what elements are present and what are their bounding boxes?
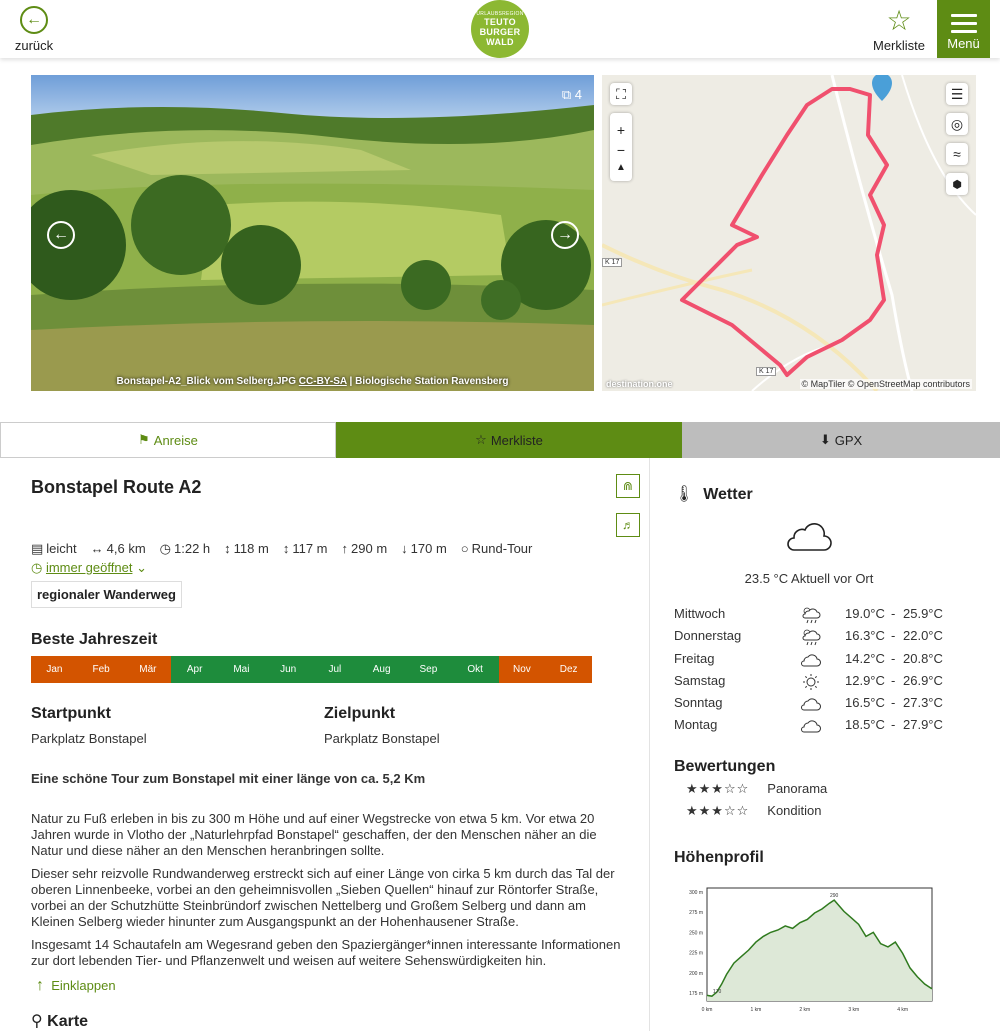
forecast-day: Mittwoch: [674, 606, 726, 621]
max-altitude-stat: ↑ 290 m: [341, 541, 388, 556]
arrow-up-icon: ↑: [341, 541, 349, 556]
forecast-day: Donnerstag: [674, 628, 742, 644]
ascent-stat: ↕ 118 m: [224, 541, 269, 556]
signal-icon: ▤: [31, 541, 44, 556]
speaker-icon: ♬: [622, 518, 634, 532]
cloud-icon: [800, 717, 822, 735]
min-elevation-label: 170: [712, 989, 722, 996]
season-month: Mär: [125, 656, 172, 683]
tour-stats: [31, 541, 532, 557]
x-tick-label: 0 km: [701, 1007, 713, 1013]
collapse-button[interactable]: ↑ Einklappen: [36, 977, 116, 994]
y-tick-label: 300 m: [689, 890, 703, 897]
forecast-max: 22.0°C: [903, 628, 943, 644]
description-paragraph: Natur zu Fuß erleben in bis zu 300 m Höhe und auf einer Wegstrecke von etwa 5 km. Vor etwa 20 Jahren wurde in Vlotho der „Naturlehrpfad Bonstapel“ geschaffen, der den Menschen näher an die Natur und diese näher an den Menschen heranbringen sollte.: [31, 811, 597, 858]
share-button[interactable]: [616, 474, 640, 498]
forecast-max: 27.3°C: [903, 695, 943, 711]
season-month: Dez: [545, 656, 592, 683]
current-temperature: 23.5 °C Aktuell vor Ort: [744, 571, 874, 586]
zoom-out-button[interactable]: −: [616, 141, 626, 158]
photo-gallery[interactable]: [31, 75, 594, 391]
rating-label: Kondition: [767, 803, 822, 818]
weather-forecast: [674, 604, 954, 738]
forecast-max: 27.9°C: [903, 717, 943, 733]
description-paragraph: Dieser sehr reizvolle Rundwanderweg erstreckt sich auf einer Länge von cirka 5 km durch das Tal der oberen Linnenbeeke, vorbei an den geheimnisvollen „Sieben Quellen“ hinauf zur Röntorfer Straße, vorbei an der Schutzhütte Steinbründorf zwischen Nettelberg und Großem Selberg und dann am Kleinen Selberg wieder hinunter zum Ausgangspunkt an der Hohenhausener Straße.: [31, 866, 615, 929]
forecast-row: [674, 693, 954, 715]
column-divider: [649, 458, 650, 1031]
license-link[interactable]: CC-BY-SA: [298, 376, 347, 387]
landscape-photo: [31, 75, 594, 391]
cloud-icon: [800, 695, 822, 713]
forecast-max: 25.9°C: [903, 606, 943, 621]
category-badge: regionaler Wanderweg: [31, 581, 182, 608]
ratings-heading: Bewertungen: [674, 758, 776, 775]
start-value: Parkplatz Bonstapel: [31, 731, 147, 746]
image-count: ⧉ 4: [561, 87, 582, 102]
forecast-separator: -: [891, 672, 896, 688]
forecast-separator: -: [891, 717, 896, 733]
difficulty-stat: ▤ leicht: [31, 541, 77, 556]
end-value: Parkplatz Bonstapel: [324, 731, 440, 746]
forecast-row: [674, 604, 954, 626]
forecast-min: 12.9°C: [845, 672, 885, 688]
chevron-down-icon: ⌄: [136, 560, 147, 575]
map-tiles: [602, 75, 976, 391]
rating-stars: ★★★☆☆: [686, 781, 750, 796]
sun-icon: [800, 673, 822, 691]
teutoburger-wald-logo[interactable]: URLAUBSREGION TEUTO BURGER WALD: [471, 0, 529, 58]
rating-stars: ★★★☆☆: [686, 803, 750, 818]
fullscreen-button[interactable]: ⛶: [610, 83, 632, 105]
map-pin-icon: ⚲: [31, 1013, 43, 1030]
forecast-icon: [800, 651, 822, 672]
action-tabs: [0, 422, 1000, 458]
season-month: Feb: [78, 656, 125, 683]
forecast-row: [674, 671, 954, 693]
season-month: Mai: [218, 656, 265, 683]
season-heading: Beste Jahreszeit: [31, 631, 158, 648]
route-map[interactable]: [602, 75, 976, 391]
forecast-icon: [800, 695, 822, 716]
gallery-icon: ⧉: [561, 87, 572, 102]
forecast-separator: -: [891, 628, 896, 644]
end-heading: Zielpunkt: [324, 705, 396, 722]
map-attribution[interactable]: © MapTiler © OpenStreetMap contributors: [801, 379, 970, 389]
back-button[interactable]: [12, 6, 56, 53]
arrow-left-icon: ←: [20, 6, 48, 34]
forecast-min: 14.2°C: [845, 650, 885, 666]
x-tick-label: 2 km: [799, 1007, 811, 1013]
duration-stat: ◷ 1:22 h: [159, 541, 211, 556]
y-tick-label: 175 m: [689, 990, 703, 997]
road-label: K 17: [756, 367, 776, 376]
tour-type-stat: ○ Rund-Tour: [460, 541, 533, 556]
page-title: Bonstapel Route A2: [31, 477, 202, 497]
forecast-separator: -: [891, 650, 896, 666]
merkliste-label: Merkliste: [872, 38, 925, 53]
share-icon: ⋒: [622, 479, 634, 493]
season-month: Nov: [499, 656, 546, 683]
back-label: zurück: [14, 38, 54, 53]
road-label: K 17: [602, 258, 622, 267]
y-tick-label: 250 m: [689, 930, 703, 937]
y-tick-label: 275 m: [689, 910, 703, 917]
distance-stat: ↔ 4,6 km: [90, 541, 146, 556]
y-tick-label: 200 m: [689, 970, 703, 977]
cloud-icon: [786, 522, 832, 552]
max-elevation-label: 290: [830, 893, 839, 900]
forecast-min: 16.5°C: [845, 695, 885, 711]
photo-caption: Bonstapel-A2_Blick vom Selberg.JPG CC-BY-SA | Biologische Station Ravensberg: [116, 376, 509, 387]
rain-sun-icon: [800, 606, 822, 624]
menu-button[interactable]: [937, 0, 990, 58]
ascent-icon: ↕: [224, 541, 231, 556]
arrow-up-icon: ↑: [36, 977, 44, 994]
gallery-prev-button[interactable]: ←: [47, 221, 75, 249]
start-heading: Startpunkt: [31, 705, 111, 722]
signpost-icon: ⚑: [138, 432, 150, 447]
forecast-day: Samstag: [674, 672, 726, 688]
star-icon: ☆: [886, 5, 912, 36]
merkliste-button[interactable]: [866, 6, 932, 53]
season-bar: [31, 656, 592, 683]
rating-row: [686, 781, 827, 797]
forecast-icon: [800, 606, 822, 627]
x-tick-label: 4 km: [897, 1007, 909, 1013]
forecast-min: 18.5°C: [845, 717, 885, 733]
rating-label: Panorama: [767, 781, 828, 796]
locate-icon[interactable]: ◎: [946, 113, 968, 135]
hamburger-icon: [951, 14, 977, 33]
download-icon: ⬇: [819, 432, 831, 447]
forecast-icon: [800, 628, 822, 649]
cloud-icon: [800, 651, 822, 669]
3d-cube-icon[interactable]: ⬢: [946, 173, 968, 195]
y-tick-label: 225 m: [689, 950, 703, 957]
weather-heading: 🌡 Wetter: [674, 486, 753, 503]
clock-icon: ◷: [31, 560, 43, 575]
season-month: Aug: [358, 656, 405, 683]
tab-anreise[interactable]: ⚑ Anreise: [0, 422, 336, 458]
season-month: Jan: [31, 656, 78, 683]
forecast-max: 26.9°C: [903, 672, 943, 688]
forecast-icon: [800, 673, 822, 694]
season-month: Jul: [312, 656, 359, 683]
rain-sun-icon: [800, 628, 822, 646]
menu-label: Menü: [947, 36, 980, 51]
forecast-row: [674, 715, 954, 737]
rating-row: [686, 803, 822, 819]
season-month: Okt: [452, 656, 499, 683]
gallery-next-button[interactable]: →: [551, 221, 579, 249]
clock-icon: ◷: [159, 541, 172, 556]
elevation-profile-chart: [674, 883, 944, 1023]
descent-stat: ↕ 117 m: [282, 541, 328, 556]
description-paragraph: Insgesamt 14 Schautafeln am Wegesrand geben den Spaziergänger*innen interessante Informationen zur dort lebenden Tier- und Pflanzenwelt und weisen auf weitere Sehenswürdigkeiten hin.: [31, 937, 621, 968]
top-header: [0, 0, 1000, 58]
elevation-heading: Höhenprofil: [674, 849, 764, 866]
arrow-down-icon: ↓: [401, 541, 408, 556]
forecast-min: 19.0°C: [845, 606, 885, 621]
audio-button[interactable]: [616, 513, 640, 537]
forecast-icon: [800, 717, 822, 738]
forecast-day: Montag: [674, 717, 718, 733]
tab-gpx[interactable]: ⬇ GPX: [682, 422, 1000, 458]
compass-button[interactable]: ▲: [616, 161, 626, 173]
zoom-controls: [610, 113, 632, 181]
season-month: Jun: [265, 656, 312, 683]
loop-icon: ○: [460, 541, 469, 556]
forecast-max: 20.8°C: [903, 650, 943, 666]
thermometer-icon: 🌡: [674, 486, 695, 503]
layers-icon[interactable]: ☰: [946, 83, 968, 105]
map-heading: ⚲ Karte: [31, 1013, 89, 1030]
map-brand: destination.one: [606, 379, 673, 389]
forecast-separator: -: [891, 606, 896, 621]
zoom-in-button[interactable]: +: [616, 121, 626, 138]
season-month: Apr: [171, 656, 218, 683]
season-month: Sep: [405, 656, 452, 683]
x-tick-label: 1 km: [750, 1007, 762, 1013]
min-altitude-stat: ↓ 170 m: [401, 541, 447, 556]
tab-merkliste[interactable]: ☆ Merkliste: [336, 422, 682, 458]
forecast-row: [674, 626, 954, 648]
forecast-separator: -: [891, 695, 896, 711]
x-tick-label: 3 km: [848, 1007, 860, 1013]
forecast-row: [674, 649, 954, 671]
forecast-day: Freitag: [674, 650, 715, 666]
distance-icon: ↔: [90, 541, 104, 556]
opening-hours-toggle[interactable]: ◷ immer geöffnet ⌄: [31, 560, 147, 575]
forecast-min: 16.3°C: [845, 628, 885, 644]
descent-icon: ↕: [282, 541, 290, 556]
description-lead: Eine schöne Tour zum Bonstapel mit einer länge von ca. 5,2 Km: [31, 771, 426, 786]
star-icon: ☆: [475, 432, 487, 447]
forecast-day: Sonntag: [674, 695, 723, 711]
terrain-icon[interactable]: ≈: [946, 143, 968, 165]
